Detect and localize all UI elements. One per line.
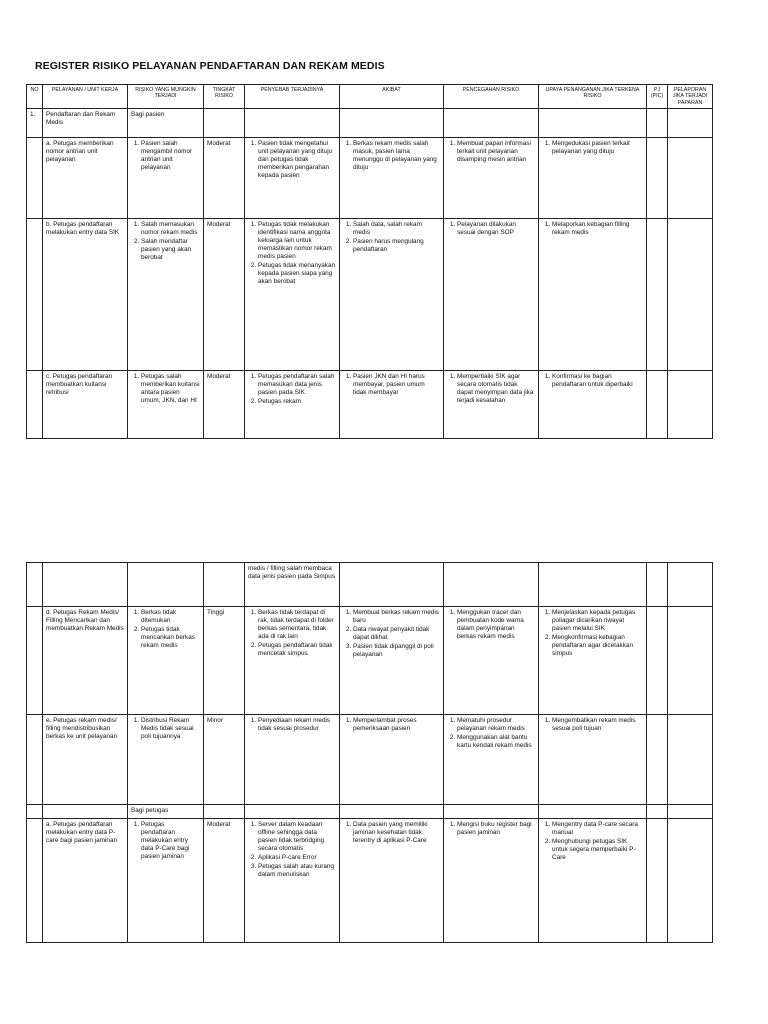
unit-cell: e. Petugas rekam medis/ filling mendistribusikan berkas ke unit pelayanan (43, 715, 128, 805)
list-item: 2. Salah mendaftar pasien yang akan berobat (141, 238, 200, 262)
header-upaya: UPAYA PENANGANAN JIKA TERKENA RISIKO (539, 85, 647, 109)
table-row (27, 805, 713, 819)
risk-register-table-page-1 (26, 84, 713, 439)
penyebab-list (248, 373, 336, 406)
risiko-list (131, 373, 200, 405)
table-cell (204, 805, 245, 819)
list-item: 1. Pasien tidak mengetahui unit pelayanan yang dituju dan petugas tidak memberikan pengarahan kepada pasien (258, 140, 336, 180)
list-item: 1. Petugas salah memberikan kuitansi antara pasien umum, JKN, dan HI (141, 373, 200, 405)
upaya-list (542, 140, 643, 156)
table-cell (539, 607, 647, 715)
header-pencegahan: PENCEGAHAN RISIKO (444, 85, 539, 109)
upaya-list (542, 221, 643, 237)
unit-cell: c. Petugas pendaftaran membuatkan kuitansi retribusi (43, 371, 128, 439)
pencegahan-list (447, 140, 535, 164)
penyebab-list (248, 221, 336, 286)
header-no: NO (27, 85, 43, 109)
table-cell (128, 371, 204, 439)
akibat-list (343, 609, 440, 659)
table-cell (340, 715, 444, 805)
table-cell (245, 138, 340, 219)
table-cell (43, 563, 128, 607)
table-row-continued (27, 563, 713, 607)
akibat-list (343, 717, 440, 733)
list-item: 2. Menggunakan alat bantu kartu kendali rekam medis (457, 734, 535, 750)
table-cell (27, 805, 43, 819)
list-item: 1. Mengentry data P-care secara manual (552, 821, 643, 837)
table-cell (27, 138, 43, 219)
table-cell (340, 563, 444, 607)
risiko-list (131, 140, 200, 172)
table-cell (245, 371, 340, 439)
list-item: 2. Petugas pendaftaran tidak mencetak simpus (258, 642, 336, 658)
table-cell (340, 138, 444, 219)
list-item: 3. Petugas salah atau kurang dalam menuliskan (258, 863, 336, 879)
header-pelaporan: PELAPORAN JIKA TERJADI PAPARAN (668, 85, 713, 109)
unit-cell: a. Petugas memberikan nomor antrian unit pelayanan (43, 138, 128, 219)
list-item: 1. Mematuhi prosedur pelayanan rekam medis (457, 717, 535, 733)
pencegahan-list (447, 221, 535, 237)
table-cell (128, 715, 204, 805)
table-cell (27, 219, 43, 371)
table-cell (27, 371, 43, 439)
list-item: 2. Mengkonfirmasi kebagian pendaftaran agar dicetakkan simpus (552, 634, 643, 658)
header-risiko: RISIKO YANG MUNGKIN TERJADI (128, 85, 204, 109)
list-item: 2. Petugas rekam (258, 398, 336, 406)
table-cell (27, 607, 43, 715)
table-cell (668, 138, 713, 219)
table-cell (128, 819, 204, 943)
table-row (27, 219, 713, 371)
list-item: 2. Menghubungi petugas SIK untuk segera memperbaiki P-Care (552, 838, 643, 862)
page-title: REGISTER RISIKO PELAYANAN PENDAFTARAN DAN REKAM MEDIS (35, 60, 385, 72)
table-cell (647, 819, 668, 943)
risiko-list (131, 221, 200, 262)
table-cell (27, 819, 43, 943)
akibat-list (343, 821, 440, 845)
section-label: Bagi pasien (128, 109, 204, 138)
table-row (27, 109, 713, 138)
table-cell (539, 109, 647, 138)
table-cell (444, 109, 539, 138)
table-cell (128, 563, 204, 607)
pencegahan-list (447, 717, 535, 750)
row-number: 1. (27, 109, 43, 138)
header-akibat: AKIBAT (340, 85, 444, 109)
akibat-list (343, 221, 440, 254)
unit-cell: d. Petugas Rekam Medis/ Filling Mencarikan dan membuatkan Rekam Medis (43, 607, 128, 715)
unit-cell: a. Petugas pendaftaran melakukan entry data P-care bagi pasien jaminan (43, 819, 128, 943)
table-cell (668, 371, 713, 439)
header-unit: PELAYANAN / UNIT KERJA (43, 85, 128, 109)
table-header-row (27, 85, 713, 109)
table-cell (245, 819, 340, 943)
table-cell (444, 819, 539, 943)
list-item: 1. Memperbaiki SIK agar secara otomatis tidak dapat menyimpan data jika terjadi kesalahan (457, 373, 535, 405)
list-item: 3. Pasien tidak dipanggil di poli pelayanan (353, 643, 440, 659)
upaya-list (542, 821, 643, 862)
upaya-list (542, 717, 643, 733)
table-cell (668, 219, 713, 371)
list-item: 2. Aplikasi P-care Error (258, 854, 336, 862)
table-cell (340, 371, 444, 439)
table-cell (245, 607, 340, 715)
tingkat-cell: Moderat (204, 138, 245, 219)
list-item: 1. Membuat papan informasi terkait unit pelayanan disamping mesin antrian (457, 140, 535, 164)
list-item: 1. Distribusi Rekam Medis tidak sesuai poli tujuannya (141, 717, 200, 741)
list-item: 1. Salah memasukan nomor rekam medis (141, 221, 200, 237)
table-cell (647, 138, 668, 219)
table-cell (539, 819, 647, 943)
list-item: 1. Mengisi buku register bagi pasien jaminan (457, 821, 535, 837)
table-cell (340, 805, 444, 819)
table-cell (444, 371, 539, 439)
table-row (27, 715, 713, 805)
list-item: 1. Pasien JKN dan HI harus membayar, pasien umum tidak membayar (353, 373, 440, 397)
list-item: 1. Memperlambat proses pemeriksaan pasien (353, 717, 440, 733)
table-cell (204, 109, 245, 138)
list-item: 2. Petugas tidak menanyakan kepada pasien siapa yang akan berobat (258, 262, 336, 286)
table-cell (340, 819, 444, 943)
table-cell (27, 563, 43, 607)
pencegahan-list (447, 373, 535, 405)
table-cell (668, 715, 713, 805)
table-cell (340, 219, 444, 371)
table-cell (340, 109, 444, 138)
table-cell (43, 805, 128, 819)
penyebab-continued: medis / filling salah membaca data jenis pasien pada Simpus (245, 563, 340, 607)
risiko-list (131, 717, 200, 741)
table-cell (668, 805, 713, 819)
table-cell (444, 138, 539, 219)
table-cell (647, 219, 668, 371)
list-item: 1. Berkas tidak terdapat di rak, tidak terdapat di folder berkas sementara, tidak ada di rak lain (258, 609, 336, 641)
list-item: 1. Data pasien yang memiliki jaminan kesehatan tidak terentry di aplikasi P-Care (353, 821, 440, 845)
tingkat-cell: Moderat (204, 219, 245, 371)
table-cell (668, 563, 713, 607)
table-cell (539, 371, 647, 439)
list-item: 1. Pelayanan dilakukan sesuai dengan SOP (457, 221, 535, 237)
table-row (27, 819, 713, 943)
table-cell (539, 805, 647, 819)
table-cell (647, 563, 668, 607)
table-cell (647, 715, 668, 805)
tingkat-cell: Tinggi (204, 607, 245, 715)
risiko-list (131, 609, 200, 650)
list-item: 1. Berkas rekam medis salah masuk, pasien lama menunggu di pelayanan yang dituju (353, 140, 440, 172)
table-cell (128, 138, 204, 219)
table-cell (245, 805, 340, 819)
table-cell (647, 607, 668, 715)
table-cell (128, 607, 204, 715)
table-cell (444, 607, 539, 715)
unit-cell: Pendaftaran dan Rekam Medis (43, 109, 128, 138)
list-item: 1. Menjelaskan kepada petugas poliagar dicarikan riwayat pasien melalui SIK (552, 609, 643, 633)
table-cell (647, 805, 668, 819)
header-pj: PJ (PIC) (647, 85, 668, 109)
list-item: 1. Melaporkan kebagian filling rekam medis (552, 221, 643, 237)
tingkat-cell: Moderat (204, 819, 245, 943)
list-item: 2. Pasien harus mengulang pendaftaran (353, 238, 440, 254)
tingkat-cell: Moderat (204, 371, 245, 439)
table-cell (539, 219, 647, 371)
table-cell (539, 715, 647, 805)
list-item: 1. Membuat berkas rekam medis baru (353, 609, 440, 625)
table-cell (444, 805, 539, 819)
list-item: 1. Penyediaan rekam medis tidak sesuai prosedur (258, 717, 336, 733)
akibat-list (343, 373, 440, 397)
list-item: 1. Mengedukasi pasien terkait pelayanan yang dituju (552, 140, 643, 156)
risiko-list (131, 821, 200, 861)
table-row (27, 138, 713, 219)
table-cell (647, 109, 668, 138)
table-cell (668, 819, 713, 943)
table-cell (668, 607, 713, 715)
list-item: 1. Mengembalikan rekam medis sesuai poli tujuan (552, 717, 643, 733)
header-tingkat: TINGKAT RISIKO (204, 85, 245, 109)
penyebab-list (248, 609, 336, 658)
list-item: 1. Petugas pendaftaran salah memasukan data jenis pasien pada SIK (258, 373, 336, 397)
penyebab-list (248, 140, 336, 180)
list-item: 2. Petugas tidak mencarikan berkas rekam medis (141, 626, 200, 650)
table-cell (340, 607, 444, 715)
pencegahan-list (447, 609, 535, 641)
unit-cell: b. Petugas pendaftaran melakukan entry data SIK (43, 219, 128, 371)
table-cell (539, 563, 647, 607)
section-label: Bagi petugas (128, 805, 204, 819)
table-cell (647, 371, 668, 439)
list-item: 1. Menggukan tracer dan pembuatan kode warna dalam penyimpanan berkas rekam medis (457, 609, 535, 641)
upaya-list (542, 373, 643, 389)
table-cell (27, 715, 43, 805)
list-item: 1. Petugas tidak melakukan identifikasi nama anggota keluarga lain untuk memastikan nomor rekam medis pasien (258, 221, 336, 261)
table-row (27, 607, 713, 715)
risk-register-table-page-2 (26, 562, 713, 943)
table-row (27, 371, 713, 439)
akibat-list (343, 140, 440, 172)
tingkat-cell: Minor (204, 715, 245, 805)
penyebab-list (248, 717, 336, 733)
table-cell (245, 715, 340, 805)
table-cell (245, 219, 340, 371)
list-item: 1. Pasien salah mengambil nomor antrian unit pelayanan (141, 140, 200, 172)
table-cell (204, 563, 245, 607)
list-item: 1. Petugas pendaftaran melakukan entry data P-Care bagi pasien jaminan (141, 821, 200, 861)
table-cell (444, 715, 539, 805)
pencegahan-list (447, 821, 535, 837)
header-penyebab: PENYEBAB TERJADINYA (245, 85, 340, 109)
table-cell (444, 563, 539, 607)
penyebab-list (248, 821, 336, 879)
table-cell (539, 138, 647, 219)
list-item: 1. Konfirmasi ke bagian pendaftaran untuk diperbaiki (552, 373, 643, 389)
list-item: 1. Salah data, salah rekam medis (353, 221, 440, 237)
upaya-list (542, 609, 643, 658)
table-cell (128, 219, 204, 371)
list-item: 1. Berkas tidak ditemukan (141, 609, 200, 625)
table-cell (245, 109, 340, 138)
table-cell (444, 219, 539, 371)
table-cell (668, 109, 713, 138)
list-item: 1. Server dalam keadaan offline sehingga data pasien tidak terbridging secara otomatis (258, 821, 336, 853)
list-item: 2. Data riwayat penyakit tidak dapat dilihat (353, 626, 440, 642)
